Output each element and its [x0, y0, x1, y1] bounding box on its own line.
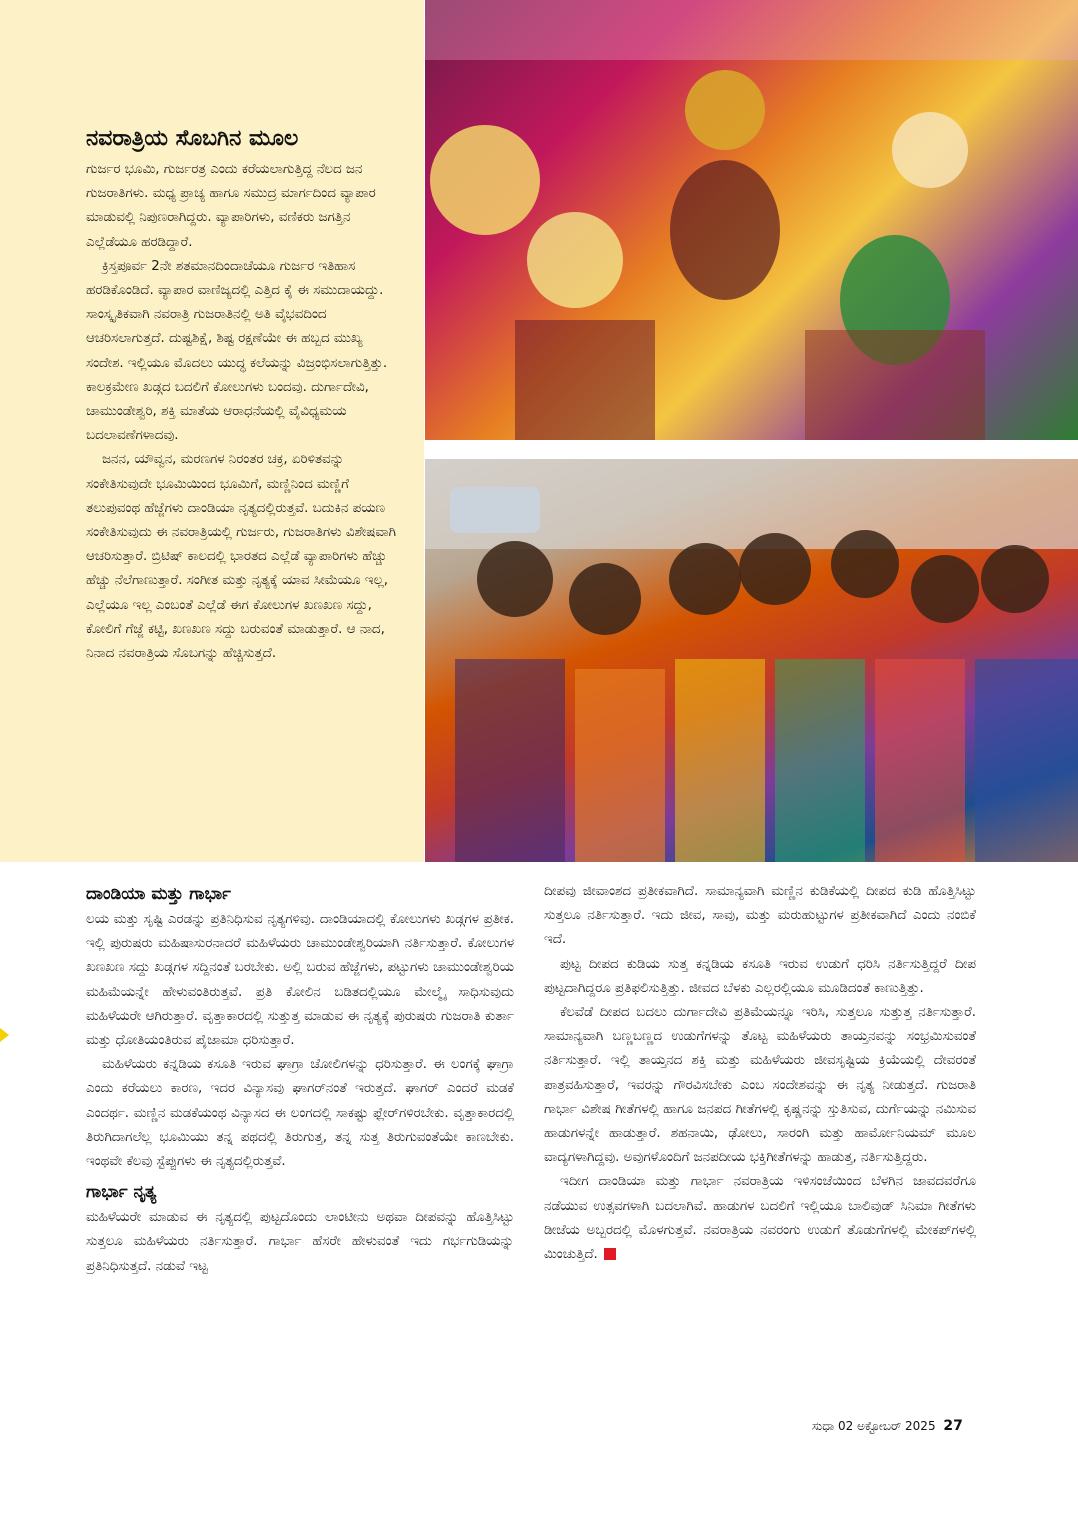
photo-garba-dancers-art: [425, 0, 1078, 440]
article-paragraph: ಮಹಿಳೆಯರು ಕನ್ನಡಿಯ ಕಸೂತಿ ಇರುವ ಘಾಗ್ರಾ ಚೋಲಿಗಳನ್ನು ಧರಿಸುತ್ತಾರೆ. ಈ ಲಂಗಕ್ಕೆ ಘಾಗ್ರಾ ಎಂದು ಕರೆಯಲು ಕಾರಣ, ಇದರ ವಿನ್ಯಾಸವು ಘಾಗರ್‌ನಂತೆ ಇರುತ್ತದೆ. ಘಾಗರ್ ಎಂದರೆ ಮಡಕೆ ಎಂದರ್ಥ. ಮಣ್ಣಿನ ಮಡಕೆಯಂಥ ವಿನ್ಯಾಸದ ಈ ಲಂಗದಲ್ಲಿ ಸಾಕಷ್ಟು ಫ್ಲೇರ್‌ಗಳಿರಬೇಕು. ವೃತ್ತಾಕಾರದಲ್ಲಿ ತಿರುಗಿದಾಗಲೆಲ್ಲ ಭೂಮಿಯು ತನ್ನ ಪಥದಲ್ಲಿ ತಿರುಗುತ್ತ, ತನ್ನ ಸುತ್ತ ತಿರುಗುವಂತೆಯೇ ಕಾಣಬೇಕು. ಇಂಥವೇ ಕೆಲವು ಸ್ಟೆಪ್ಪುಗಳು ಈ ನೃತ್ಯದಲ್ಲಿರುತ್ತವೆ.: [86, 1057, 514, 1170]
sidebar-title: ನವರಾತ್ರಿಯ ಸೊಬಗಿನ ಮೂಲ: [86, 126, 299, 151]
article-paragraph-text: ಇದೀಗ ದಾಂಡಿಯಾ ಮತ್ತು ಗಾರ್ಭಾ ನವರಾತ್ರಿಯ ಇಳಿಸಂಜೆಯಿಂದ ಬೆಳಗಿನ ಜಾವದವರೆಗೂ ನಡೆಯುವ ಉತ್ಸವಗಳಾಗಿ ಬದಲಾಗಿವೆ. ಹಾಡುಗಳ ಬದಲಿಗೆ ಇಲ್ಲಿಯೂ ಬಾಲಿವುಡ್ ಸಿನಿಮಾ ಗೀತೆಗಳು ಡೀಜೆಯ ಅಬ್ಬರದಲ್ಲಿ ಮೊಳಗುತ್ತವೆ. ನವರಾತ್ರಿಯ ನವರಂಗು ಉಡುಗೆ ತೊಡುಗೆಗಳಲ್ಲಿ ಮೇಕಪ್‌ಗಳಲ್ಲಿ ಮಿಂಚುತ್ತಿದೆ.: [544, 1174, 976, 1263]
article-paragraph-last: [544, 1170, 976, 1267]
end-of-article-mark: [604, 1248, 616, 1260]
photo-garba-dancers: [425, 0, 1078, 440]
issue-date: 02 ಅಕ್ಟೋಬರ್ 2025: [838, 1419, 936, 1433]
article-paragraph: ಮಹಿಳೆಯರೇ ಮಾಡುವ ಈ ನೃತ್ಯದಲ್ಲಿ ಪುಟ್ಟದೊಂದು ಲಾಂಟೀನು ಅಥವಾ ದೀಪವನ್ನು ಹೊತ್ತಿಸಿಟ್ಟು ಸುತ್ತಲೂ ಮಹಿಳೆಯರು ನರ್ತಿಸುತ್ತಾರೆ. ಗಾರ್ಭಾ ಹೆಸರೇ ಹೇಳುವಂತೆ ಇದು ಗರ್ಭಗುಡಿಯನ್ನು ಪ್ರತಿನಿಧಿಸುತ್ತದೆ. ನಡುವೆ ಇಟ್ಟ: [86, 1210, 514, 1274]
page-number: 27: [943, 1418, 963, 1434]
sidebar-paragraph: ಕ್ರಿಸ್ತಪೂರ್ವ 2ನೇ ಶತಮಾನದಿಂದಾಚೆಯೂ ಗುರ್ಜರ ಇತಿಹಾಸ ಹರಡಿಕೊಂಡಿದೆ. ವ್ಯಾಪಾರ ವಾಣಿಜ್ಯದಲ್ಲಿ ಎತ್ತಿದ ಕೈ ಈ ಸಮುದಾಯದ್ದು. ಸಾಂಸ್ಕೃತಿಕವಾಗಿ ನವರಾತ್ರಿ ಗುಜರಾತಿನಲ್ಲಿ ಅತಿ ವೈಭವದಿಂದ ಆಚರಿಸಲಾಗುತ್ತದೆ. ದುಷ್ಟಶಿಕ್ಷೆ, ಶಿಷ್ಟ ರಕ್ಷಣೆಯೇ ಈ ಹಬ್ಬದ ಮುಖ್ಯ ಸಂದೇಶ. ಇಲ್ಲಿಯೂ ಮೊದಲು ಯುದ್ಧ ಕಲೆಯನ್ನು ವಿಜ್ರಂಭಿಸಲಾಗುತ್ತಿತ್ತು. ಕಾಲಕ್ರಮೇಣ ಖಡ್ಗದ ಬದಲಿಗೆ ಕೋಲುಗಳು ಬಂದವು. ದುರ್ಗಾದೇವಿ, ಚಾಮುಂಡೇಶ್ವರಿ, ಶಕ್ತಿ ಮಾತೆಯ ಆರಾಧನೆಯಲ್ಲಿ ವೈವಿಧ್ಯಮಯ ಬದಲಾವಣೆಗಳಾದವು.: [86, 258, 388, 444]
article-paragraph: ಲಯ ಮತ್ತು ಸೃಷ್ಟಿ ಎರಡನ್ನು ಪ್ರತಿನಿಧಿಸುವ ನೃತ್ಯಗಳಿವು. ದಾಂಡಿಯಾದಲ್ಲಿ ಕೋಲುಗಳು ಖಡ್ಗಗಳ ಪ್ರತೀಕ. ಇಲ್ಲಿ ಪುರುಷರು ಮಹಿಷಾಸುರನಾದರೆ ಮಹಿಳೆಯರು ಚಾಮುಂಡೇಶ್ವರಿಯಾಗಿ ನರ್ತಿಸುತ್ತಾರೆ. ಕೋಲುಗಳ ಖಣಖಣ ಸದ್ದು ಖಡ್ಗಗಳ ಸದ್ದಿನಂತೆ ಬರಬೇಕು. ಅಲ್ಲಿ ಬರುವ ಹೆಜ್ಜೆಗಳು, ಪಟ್ಟುಗಳು ಚಾಮುಂಡೇಶ್ವರಿಯ ಮಹಿಮೆಯನ್ನೇ ಹೇಳುವಂತಿರುತ್ತವೆ. ಪ್ರತಿ ಕೋಲಿನ ಬಡಿತದಲ್ಲಿಯೂ ಮೇಲ್ಮೈ ಸಾಧಿಸುವುದು ಮಹಿಳೆಯರೇ ಆಗಿರುತ್ತಾರೆ. ವೃತ್ತಾಕಾರದಲ್ಲಿ ಸುತ್ತುತ್ತ ಮಾಡುವ ಈ ನೃತ್ಯಕ್ಕೆ ಪುರುಷರು ಗುಜರಾತಿ ಕುರ್ತಾ ಮತ್ತು ಧೋತಿಯಂತಿರುವ ಪೈಜಾಮಾ ಧರಿಸುತ್ತಾರೆ.: [86, 912, 514, 1049]
photo-women-selfie: [425, 459, 1078, 862]
section-heading-dandiya: ದಾಂಡಿಯಾ ಮತ್ತು ಗಾರ್ಭಾ: [86, 884, 231, 904]
article-column-left: [86, 880, 514, 1279]
article-column-right: [544, 880, 976, 1267]
article-paragraph: ಕೆಲವೆಡೆ ದೀಪದ ಬದಲು ದುರ್ಗಾದೇವಿ ಪ್ರತಿಮೆಯನ್ನೂ ಇರಿಸಿ, ಸುತ್ತಲೂ ಸುತ್ತುತ್ತ ನರ್ತಿಸುತ್ತಾರೆ. ಸಾಮಾನ್ಯವಾಗಿ ಬಣ್ಣಬಣ್ಣದ ಉಡುಗೆಗಳನ್ನು ತೊಟ್ಟ ಮಹಿಳೆಯರು ತಾಯ್ತನವನ್ನು ಸಂಭ್ರಮಿಸುವಂತೆ ನರ್ತಿಸುತ್ತಾರೆ. ಇಲ್ಲಿ ತಾಯ್ತನದ ಶಕ್ತಿ ಮತ್ತು ಮಹಿಳೆಯರು ಜೀವಸೃಷ್ಟಿಯ ಕ್ರಿಯೆಯಲ್ಲಿ ದೇವರಂತೆ ಪಾತ್ರವಹಿಸುತ್ತಾರೆ, ಇವರನ್ನು ಗೌರವಿಸಬೇಕು ಎಂಬ ಸಂದೇಶವನ್ನು ಈ ನೃತ್ಯ ನೀಡುತ್ತದೆ. ಗುಜರಾತಿ ಗಾರ್ಭಾ ವಿಶೇಷ ಗೀತೆಗಳಲ್ಲಿ ಹಾಗೂ ಜನಪದ ಗೀತೆಗಳಲ್ಲಿ ಕೃಷ್ಣನನ್ನು ಸ್ತುತಿಸುವ, ದುರ್ಗೆಯನ್ನು ನಮಿಸುವ ಹಾಡುಗಳನ್ನೇ ಹಾಡುತ್ತಾರೆ. ಶಹನಾಯಿ, ಢೋಲು, ಸಾರಂಗಿ ಮತ್ತು ಹಾರ್ಮೋನಿಯಮ್ ಮೂಲ ವಾದ್ಯಗಳಾಗಿದ್ದವು. ಅವುಗಳೊಂದಿಗೆ ಜನಪದೀಯ ಭಕ್ತಿಗೀತೆಗಳನ್ನು ಹಾಡುತ್ತ, ನರ್ತಿಸುತ್ತಿದ್ದರು.: [544, 1005, 976, 1166]
section-heading-garba: ಗಾರ್ಭಾ ನೃತ್ಯ: [86, 1182, 157, 1203]
sidebar-paragraph: ಜನನ, ಯೌವ್ವನ, ಮರಣಗಳ ನಿರಂತರ ಚಕ್ರ, ಏರಿಳಿತವನ್ನು ಸಂಕೇತಿಸುವುದೇ ಭೂಮಿಯಿಂದ ಭೂಮಿಗೆ, ಮಣ್ಣಿನಿಂದ ಮಣ್ಣಿಗೆ ತಲುಪುವಂಥ ಹೆಜ್ಜೆಗಳು ದಾಂಡಿಯಾ ನೃತ್ಯದಲ್ಲಿರುತ್ತವೆ. ಬದುಕಿನ ಪಯಣ ಸಂಕೇತಿಸುವುದು ಈ ನವರಾತ್ರಿಯಲ್ಲಿ ಗುರ್ಜರು, ಗುಜರಾತಿಗಳು ವಿಶೇಷವಾಗಿ ಆಚರಿಸುತ್ತಾರೆ. ಬ್ರಿಟಿಷ್ ಕಾಲದಲ್ಲಿ ಭಾರತದ ಎಲ್ಲೆಡೆ ವ್ಯಾಪಾರಿಗಳು ಹೆಚ್ಚು ಹೆಚ್ಚು ನೆಲೆಗಾಣುತ್ತಾರೆ. ಸಂಗೀತ ಮತ್ತು ನೃತ್ಯಕ್ಕೆ ಯಾವ ಸೀಮೆಯೂ ಇಲ್ಲ, ಎಲ್ಲೆಯೂ ಇಲ್ಲ ಎಂಬಂತೆ ಎಲ್ಲೆಡೆ ಈಗ ಕೋಲುಗಳ ಖಣಖಣ ಸದ್ದು, ಕೋಲಿಗೆ ಗೆಜ್ಜೆ ಕಟ್ಟಿ, ಖಣಖಣ ಸದ್ದು ಬರುವಂತೆ ಮಾಡುತ್ತಾರೆ. ಆ ನಾದ, ನಿನಾದ ನವರಾತ್ರಿಯ ಸೊಬಗನ್ನು ಹೆಚ್ಚಿಸುತ್ತದೆ.: [86, 452, 396, 662]
sidebar-box: [0, 0, 424, 862]
article-paragraph: ದೀಪವು ಜೀವಾಂಶದ ಪ್ರತೀಕವಾಗಿದೆ. ಸಾಮಾನ್ಯವಾಗಿ ಮಣ್ಣಿನ ಕುಡಿಕೆಯಲ್ಲಿ ದೀಪದ ಕುಡಿ ಹೊತ್ತಿಸಿಟ್ಟು ಸುತ್ತಲೂ ನರ್ತಿಸುತ್ತಾರೆ. ಇದು ಜೀವ, ಸಾವು, ಮತ್ತು ಮರುಹುಟ್ಟುಗಳ ಪ್ರತೀಕವಾಗಿದೆ ಎಂದು ನಂಬಿಕೆ ಇದೆ.: [544, 884, 976, 948]
sidebar-paragraph: ಗುರ್ಜರ ಭೂಮಿ, ಗುರ್ಜರತ್ರ ಎಂದು ಕರೆಯಲಾಗುತ್ತಿದ್ದ ನೆಲದ ಜನ ಗುಜರಾತಿಗಳು. ಮಧ್ಯ ಪ್ರಾಚ್ಯ ಹಾಗೂ ಸಮುದ್ರ ಮಾರ್ಗದಿಂದ ವ್ಯಾಪಾರ ಮಾಡುವಲ್ಲಿ ನಿಪುಣರಾಗಿದ್ದರು. ವ್ಯಾಪಾರಿಗಳು, ವಣಿಕರು ಜಗತ್ತಿನ ಎಲ್ಲೆಡೆಯೂ ಹರಡಿದ್ದಾರೆ.: [86, 162, 376, 250]
sidebar-body: [86, 158, 404, 666]
page-footer: [812, 1418, 963, 1434]
article-paragraph: ಪುಟ್ಟ ದೀಪದ ಕುಡಿಯ ಸುತ್ತ ಕನ್ನಡಿಯ ಕಸೂತಿ ಇರುವ ಉಡುಗೆ ಧರಿಸಿ ನರ್ತಿಸುತ್ತಿದ್ದರೆ ದೀಪ ಪುಟ್ಟದಾಗಿದ್ದರೂ ಪ್ರತಿಫಲಿಸುತ್ತಿತ್ತು. ಜೀವದ ಬೆಳಕು ಎಲ್ಲರಲ್ಲಿಯೂ ಮೂಡಿದಂತೆ ಕಾಣುತ್ತಿತ್ತು.: [544, 956, 976, 996]
edge-triangle: [0, 1028, 9, 1042]
photo-women-selfie-art: [425, 459, 1078, 862]
magazine-name: ಸುಧಾ: [812, 1419, 835, 1433]
